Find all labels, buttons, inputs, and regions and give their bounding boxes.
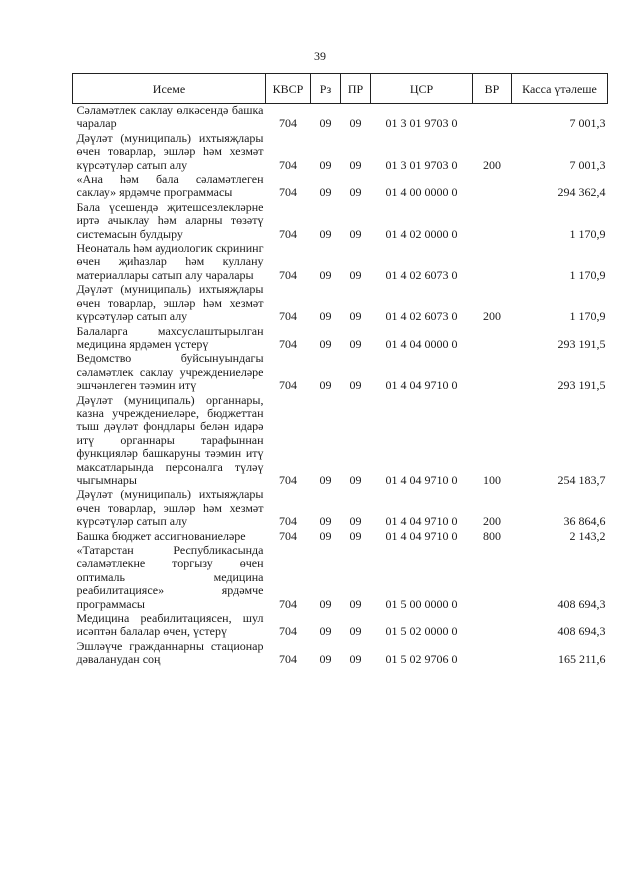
row-rz-cell: 09 — [319, 596, 332, 611]
row-name-cell: Ведомство буйсынуындагы сәламәтлек саклау учреждениеләре эшчәнлеген тәэмин итү — [76, 351, 264, 393]
table-row — [73, 640, 608, 668]
table-row — [73, 488, 608, 529]
row-rz-cell: 09 — [319, 528, 332, 543]
row-rz-cell: 09 — [319, 624, 332, 639]
row-vr-cell — [473, 352, 512, 393]
table-row — [73, 201, 608, 242]
page-number: 39 — [314, 49, 326, 63]
row-kvsr-cell: 704 — [279, 472, 297, 487]
row-name-cell: Дәүләт (муниципаль) органнары, казна учреждениеләре, бюджеттан тыш дәүләт фондлары белән идарә итү органнары тарафыннан функцияләр башкаруны тәэмин итү максатларында персоналга түләү чыгымнары — [76, 392, 264, 487]
row-sum-cell: 2 143,2 — [569, 528, 606, 543]
table-row — [73, 242, 608, 283]
row-vr-cell — [473, 640, 512, 668]
header-csr: ЦСР — [371, 74, 473, 104]
row-sum-cell: 1 170,9 — [569, 267, 606, 282]
row-csr-cell: 01 4 00 0000 0 — [385, 185, 458, 200]
row-pr-cell: 09 — [349, 472, 362, 487]
row-sum-cell: 293 191,5 — [557, 336, 606, 351]
row-rz-cell: 09 — [319, 309, 332, 324]
row-kvsr-cell: 704 — [279, 528, 297, 543]
budget-table — [72, 73, 608, 668]
row-rz-cell: 09 — [319, 116, 332, 131]
header-kvsr: КВСР — [266, 74, 311, 104]
header-sum: Касса үтәлеше — [512, 74, 608, 104]
table-row — [73, 612, 608, 640]
row-csr-cell: 01 3 01 9703 0 — [385, 116, 458, 131]
row-csr-cell: 01 4 04 9710 0 — [385, 528, 458, 543]
row-rz-cell: 09 — [319, 378, 332, 393]
row-name-cell: Дәүләт (муниципаль) ихтыяҗлары өчен товарлар, эшләр һәм хезмәт күрсәтүләр сатып алу — [76, 487, 264, 529]
row-kvsr-cell: 704 — [279, 309, 297, 324]
table-row — [73, 544, 608, 612]
row-csr-cell: 01 5 02 9706 0 — [385, 652, 458, 667]
table-row — [73, 325, 608, 353]
row-pr-cell: 09 — [349, 309, 362, 324]
table-row — [73, 173, 608, 201]
row-pr-cell: 09 — [349, 336, 362, 351]
row-sum-cell: 165 211,6 — [557, 652, 606, 667]
table-row — [73, 352, 608, 393]
row-sum-cell: 408 694,3 — [557, 624, 606, 639]
row-name-cell: Балаларга махсуслаштырылган медицина ярдәмен үстерү — [76, 323, 264, 351]
row-name-cell: Бала үсешендә җитешсезлекләрне иртә ачыклау һәм аларны төзәтү системасын булдыру — [76, 199, 264, 241]
row-kvsr-cell: 704 — [279, 336, 297, 351]
row-pr-cell: 09 — [349, 528, 362, 543]
row-sum-cell: 7 001,3 — [569, 157, 606, 172]
row-vr-cell: 200 — [483, 157, 501, 172]
row-sum-cell: 294 362,4 — [557, 185, 606, 200]
row-vr-cell — [473, 612, 512, 640]
row-kvsr-cell: 704 — [279, 652, 297, 667]
row-vr-cell — [473, 325, 512, 353]
row-name-cell: Эшләүче гражданнарны стационар дәваланудан соң — [76, 638, 264, 667]
row-pr-cell: 09 — [349, 226, 362, 241]
row-sum-cell: 293 191,5 — [557, 378, 606, 393]
table-row — [73, 104, 608, 132]
row-rz-cell: 09 — [319, 226, 332, 241]
row-kvsr-cell: 704 — [279, 185, 297, 200]
row-name-cell: Дәүләт (муниципаль) ихтыяҗлары өчен товарлар, эшләр һәм хезмәт күрсәтүләр сатып алу — [76, 130, 264, 172]
row-kvsr-cell: 704 — [279, 596, 297, 611]
row-rz-cell: 09 — [319, 472, 332, 487]
row-pr-cell: 09 — [349, 157, 362, 172]
header-pr: ПР — [341, 74, 371, 104]
row-name-cell: Медицина реабилитациясен, шул исәптән балалар өчен, үстерү — [76, 611, 264, 639]
row-rz-cell: 09 — [319, 514, 332, 529]
table-row — [73, 283, 608, 324]
row-sum-cell: 36 864,6 — [563, 514, 606, 529]
table-body — [73, 104, 608, 668]
row-rz-cell: 09 — [319, 267, 332, 282]
row-sum-cell: 408 694,3 — [557, 596, 606, 611]
row-pr-cell: 09 — [349, 514, 362, 529]
row-kvsr-cell: 704 — [279, 514, 297, 529]
row-rz-cell: 09 — [319, 336, 332, 351]
row-pr-cell: 09 — [349, 596, 362, 611]
row-csr-cell: 01 3 01 9703 0 — [385, 157, 458, 172]
row-csr-cell: 01 4 02 0000 0 — [385, 226, 458, 241]
table-row — [73, 530, 608, 544]
row-csr-cell: 01 4 02 6073 0 — [385, 309, 458, 324]
row-csr-cell: 01 4 02 6073 0 — [385, 267, 458, 282]
row-kvsr-cell: 704 — [279, 267, 297, 282]
row-kvsr-cell: 704 — [279, 157, 297, 172]
row-vr-cell — [473, 104, 512, 132]
row-vr-cell — [473, 173, 512, 201]
row-pr-cell: 09 — [349, 624, 362, 639]
row-name-cell: «Татарстан Республикасында сәламәтлекне торгызу өчен оптималь медицина реабилитациясе» ярдәмче программасы — [76, 543, 264, 611]
row-csr-cell: 01 4 04 0000 0 — [385, 336, 458, 351]
row-csr-cell: 01 4 04 9710 0 — [385, 514, 458, 529]
header-vr: ВР — [473, 74, 512, 104]
row-kvsr-cell: 704 — [279, 378, 297, 393]
row-kvsr-cell: 704 — [279, 624, 297, 639]
row-name-cell: Сәламәтлек саклау өлкәсендә башка чаралар — [76, 103, 264, 131]
row-pr-cell: 09 — [349, 378, 362, 393]
row-csr-cell: 01 5 00 0000 0 — [385, 596, 458, 611]
row-name-cell: Неонаталь һәм аудиологик скрининг өчен җиһазлар һәм куллану материаллары сатып алу чаралары — [76, 241, 264, 282]
row-sum-cell: 1 170,9 — [569, 309, 606, 324]
row-pr-cell: 09 — [349, 185, 362, 200]
row-rz-cell: 09 — [319, 157, 332, 172]
row-kvsr-cell: 704 — [279, 116, 297, 131]
header-name: Исеме — [73, 74, 266, 104]
row-vr-cell: 200 — [483, 309, 501, 324]
table-header-row — [73, 74, 608, 104]
row-csr-cell: 01 5 02 0000 0 — [385, 624, 458, 639]
row-csr-cell: 01 4 04 9710 0 — [385, 378, 458, 393]
row-pr-cell: 09 — [349, 652, 362, 667]
row-sum-cell: 254 183,7 — [557, 472, 606, 487]
row-vr-cell — [473, 242, 512, 283]
row-kvsr-cell: 704 — [279, 226, 297, 241]
row-vr-cell: 200 — [483, 514, 501, 529]
row-pr-cell: 09 — [349, 116, 362, 131]
header-rz: Рз — [311, 74, 341, 104]
row-sum-cell: 1 170,9 — [569, 226, 606, 241]
row-vr-cell — [473, 201, 512, 242]
table-row — [73, 394, 608, 489]
row-vr-cell: 100 — [483, 472, 501, 487]
table-row — [73, 132, 608, 173]
row-csr-cell: 01 4 04 9710 0 — [385, 472, 458, 487]
row-pr-cell: 09 — [349, 267, 362, 282]
row-vr-cell: 800 — [483, 528, 501, 543]
row-name-cell: Дәүләт (муниципаль) ихтыяҗлары өчен товарлар, эшләр һәм хезмәт күрсәтүләр сатып алу — [76, 282, 264, 324]
row-name-cell: «Ана һәм бала сәламәтлеген саклау» ярдәмче программасы — [76, 172, 264, 200]
row-name-cell: Башка бюджет ассигнованиеләре — [76, 528, 246, 543]
row-sum-cell: 7 001,3 — [569, 116, 606, 131]
row-rz-cell: 09 — [319, 185, 332, 200]
row-vr-cell — [473, 544, 512, 612]
row-rz-cell: 09 — [319, 652, 332, 667]
